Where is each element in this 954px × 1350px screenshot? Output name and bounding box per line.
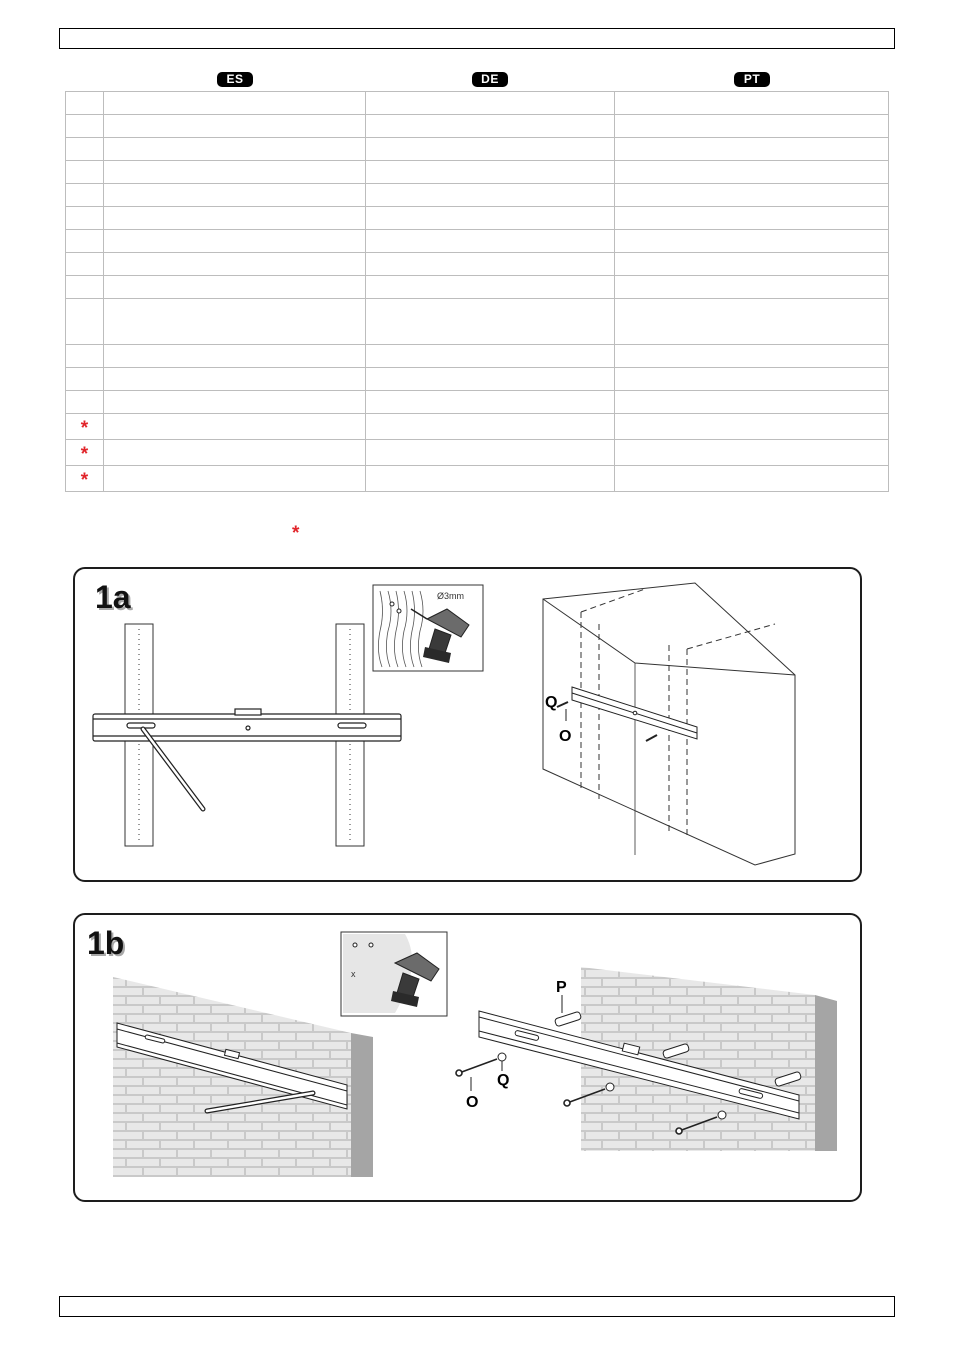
parts-table	[65, 91, 889, 492]
table-row	[66, 161, 889, 184]
table-cell	[366, 230, 615, 253]
table-row	[66, 276, 889, 299]
table-row	[66, 466, 889, 492]
drill-size-label: Ø3mm	[437, 591, 464, 601]
table-cell	[104, 161, 366, 184]
table-cell	[66, 276, 104, 299]
table-cell	[104, 207, 366, 230]
table-cell	[66, 345, 104, 368]
table-cell	[104, 115, 366, 138]
table-row	[66, 299, 889, 345]
table-row	[66, 207, 889, 230]
table-row	[66, 345, 889, 368]
table-cell	[66, 391, 104, 414]
table-cell	[615, 276, 889, 299]
table-cell	[366, 138, 615, 161]
table-cell	[66, 184, 104, 207]
table-cell	[66, 466, 104, 492]
table-cell	[66, 299, 104, 345]
table-cell	[104, 466, 366, 492]
table-cell	[366, 440, 615, 466]
label-o-1a: O	[559, 728, 572, 745]
table-cell	[615, 92, 889, 115]
table-cell	[104, 138, 366, 161]
table-cell	[615, 440, 889, 466]
table-row	[66, 440, 889, 466]
table-cell	[366, 391, 615, 414]
table-cell	[104, 345, 366, 368]
table-cell	[615, 115, 889, 138]
lang-badge-pt: PT	[734, 72, 770, 87]
figure-1b-panel	[73, 913, 862, 1202]
drill-inset-1a	[373, 585, 483, 671]
wall-bracket-rail	[93, 709, 401, 741]
table-cell	[366, 207, 615, 230]
table-cell	[615, 184, 889, 207]
table-cell	[104, 184, 366, 207]
table-cell	[615, 345, 889, 368]
table-row	[66, 92, 889, 115]
table-cell	[66, 138, 104, 161]
table-cell	[104, 414, 366, 440]
table-row	[66, 184, 889, 207]
table-cell	[615, 368, 889, 391]
table-cell	[66, 161, 104, 184]
table-cell	[366, 161, 615, 184]
drill-inset-1b	[341, 932, 447, 1016]
table-cell	[615, 161, 889, 184]
table-cell	[104, 299, 366, 345]
table-cell	[66, 440, 104, 466]
table-cell	[104, 368, 366, 391]
footer-box	[59, 1296, 895, 1317]
table-row	[66, 230, 889, 253]
table-cell	[366, 414, 615, 440]
table-row	[66, 115, 889, 138]
table-row	[66, 391, 889, 414]
optional-part-star: *	[80, 470, 89, 491]
table-cell	[66, 368, 104, 391]
table-cell	[366, 345, 615, 368]
table-cell	[615, 466, 889, 492]
table-cell	[104, 253, 366, 276]
table-cell	[66, 230, 104, 253]
table-cell	[615, 414, 889, 440]
table-cell	[104, 276, 366, 299]
table-cell	[66, 414, 104, 440]
label-p-1b: P	[556, 979, 567, 996]
label-o-1b: O	[466, 1094, 479, 1111]
table-cell	[615, 299, 889, 345]
label-q-1a: Q	[545, 694, 558, 711]
table-cell	[104, 92, 366, 115]
figure-1b-illustration	[75, 915, 859, 1199]
table-cell	[66, 92, 104, 115]
figure-1a-illustration	[75, 569, 859, 879]
lang-badge-de: DE	[472, 72, 508, 87]
table-cell	[366, 299, 615, 345]
table-cell	[366, 276, 615, 299]
table-row	[66, 368, 889, 391]
table-cell	[66, 207, 104, 230]
optional-part-star: *	[80, 418, 89, 439]
table-cell	[104, 391, 366, 414]
table-cell	[615, 230, 889, 253]
optional-part-star: *	[80, 444, 89, 465]
table-cell	[66, 115, 104, 138]
table-cell	[615, 207, 889, 230]
table-row	[66, 414, 889, 440]
table-cell	[366, 115, 615, 138]
table-cell	[366, 253, 615, 276]
table-cell	[366, 184, 615, 207]
figure-1a-panel	[73, 567, 862, 882]
label-q-1b: Q	[497, 1072, 510, 1089]
table-cell	[366, 368, 615, 391]
lang-badge-es: ES	[217, 72, 253, 87]
table-cell	[104, 440, 366, 466]
table-cell	[104, 230, 366, 253]
table-cell	[366, 92, 615, 115]
table-row	[66, 138, 889, 161]
table-cell	[615, 138, 889, 161]
table-cell	[615, 253, 889, 276]
table-row	[66, 253, 889, 276]
table-cell	[66, 253, 104, 276]
note-star: *	[292, 523, 300, 544]
svg-text:x: x	[351, 969, 356, 979]
table-cell	[615, 391, 889, 414]
header-box	[59, 28, 895, 49]
figure-1a-title: 1a	[95, 579, 131, 615]
table-cell	[366, 466, 615, 492]
figure-1b-title: 1b	[87, 925, 125, 961]
